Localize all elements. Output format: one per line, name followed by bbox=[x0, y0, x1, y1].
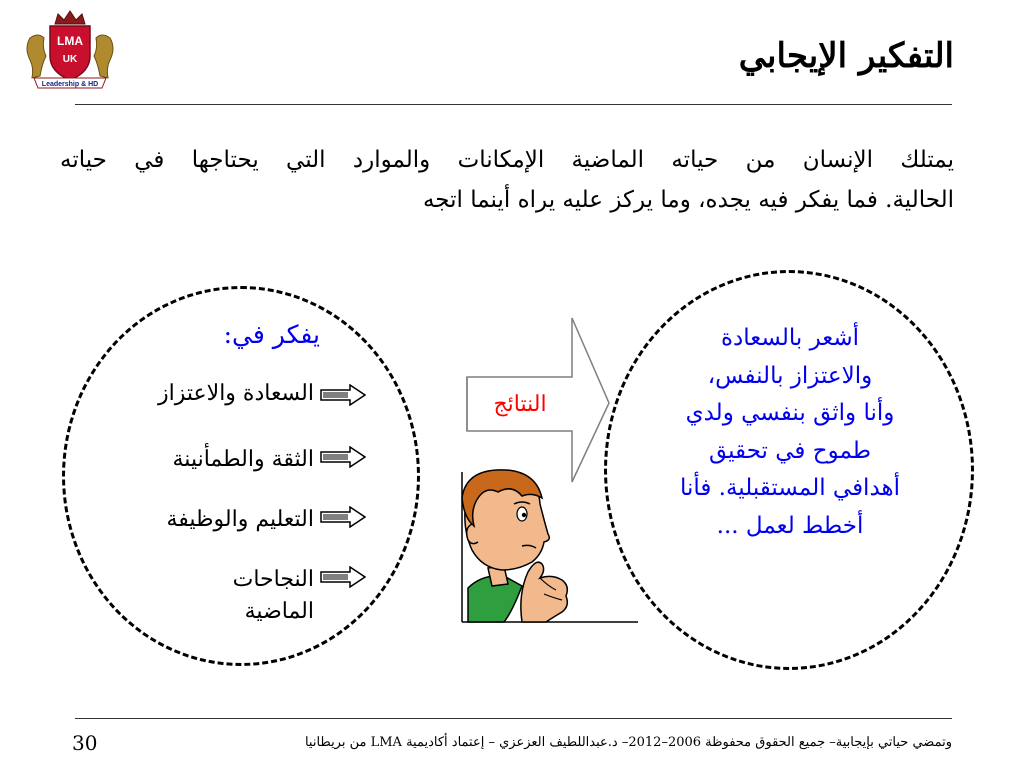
outcome-text bbox=[640, 320, 940, 545]
logo-tagline: Leadership & HD bbox=[41, 81, 99, 88]
intro-line-1: يمتلك الإنسان من حياته الماضية الإمكانات والموارد التي يحتاجها في حياته bbox=[60, 147, 954, 173]
think-item-confidence: الثقة والطمأنينة bbox=[172, 447, 314, 472]
think-item-successes-line2: الماضية bbox=[244, 599, 314, 624]
intro-paragraph bbox=[60, 140, 954, 220]
outcome-line-4: طموح في تحقيق bbox=[708, 437, 872, 464]
footer-text: وتمضي حياتي بإيجابية– جميع الحقوق محفوظة 2006–2012– د.عبداللطيف العزعزي – إعتماد أكاديمية LMA من بريطانيا bbox=[304, 735, 952, 750]
outcome-line-1: أشعر بالسعادة bbox=[720, 325, 860, 351]
crown-icon bbox=[55, 11, 85, 24]
outcome-line-6: أخطط لعمل ... bbox=[716, 512, 864, 539]
think-item-successes-line1: النجاحات bbox=[232, 567, 314, 592]
thinks-heading: يفكر في: bbox=[223, 320, 320, 349]
header-divider bbox=[75, 104, 952, 105]
arrow-icon bbox=[320, 446, 366, 468]
arrow-icon bbox=[320, 506, 366, 528]
slide-title: التفكير الإيجابي bbox=[738, 36, 954, 76]
results-label: النتائج bbox=[493, 392, 547, 417]
think-item-successes bbox=[233, 564, 314, 628]
intro-line-2: الحالية. فما يفكر فيه يجده، وما يركز عليه يراه أينما اتجه bbox=[422, 187, 954, 213]
arrow-icon bbox=[320, 566, 366, 588]
logo-line2: UK bbox=[62, 54, 78, 65]
outcome-line-2: والاعتزاز بالنفس، bbox=[707, 362, 873, 389]
lma-logo bbox=[20, 8, 120, 94]
outcome-line-5: أهدافي المستقبلية. فأنا bbox=[679, 475, 901, 501]
logo-line1: LMA bbox=[57, 34, 83, 48]
outcome-line-3: وأنا واثق بنفسي ولدي bbox=[685, 400, 895, 426]
arrow-icon bbox=[320, 384, 366, 406]
think-item-education: التعليم والوظيفة bbox=[166, 507, 314, 532]
left-lion-icon bbox=[27, 35, 46, 78]
page-number: 30 bbox=[72, 731, 98, 755]
think-item-happiness: السعادة والاعتزاز bbox=[158, 381, 314, 406]
footer-divider bbox=[75, 718, 952, 719]
right-lion-icon bbox=[94, 35, 113, 78]
